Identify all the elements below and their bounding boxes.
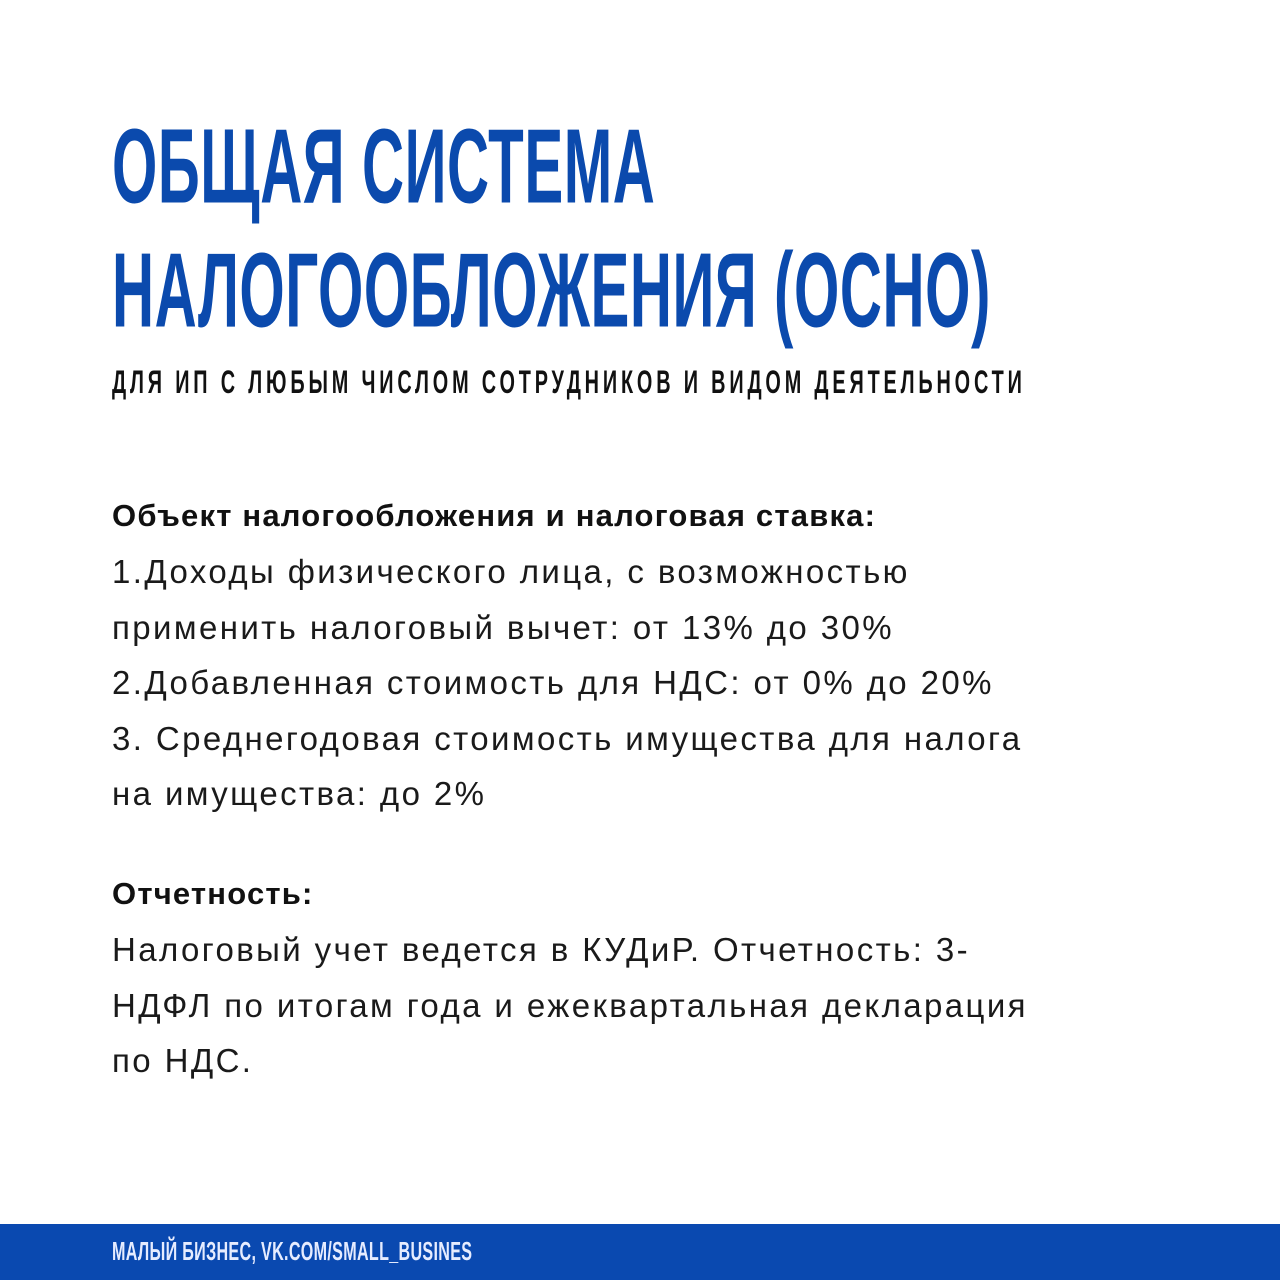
section-tax-object — [112, 488, 1022, 822]
section-line: НДФЛ по итогам года и ежеквартальная декларация — [112, 986, 1028, 1024]
section-line: применить налоговый вычет: от 13% до 30% — [112, 608, 895, 646]
section-reporting — [112, 866, 1028, 1089]
page-title-line-1: ОБЩАЯ СИСТЕМА — [112, 107, 656, 227]
section-line: Налоговый учет ведется в КУДиР. Отчетность: 3- — [112, 931, 970, 968]
section-heading: Отчетность: — [112, 876, 314, 911]
section-line: 2.Добавленная стоимость для НДС: от 0% до 20% — [112, 664, 994, 701]
page-title-line-2: НАЛОГООБЛОЖЕНИЯ (ОСНО) — [112, 231, 991, 351]
section-heading: Объект налогообложения и налоговая ставка: — [112, 498, 877, 533]
section-line: на имущества: до 2% — [112, 775, 487, 812]
section-line: 1.Доходы физического лица, с возможностью — [112, 553, 910, 590]
subtitle: ДЛЯ ИП С ЛЮБЫМ ЧИСЛОМ СОТРУДНИКОВ И ВИДОМ ДЕЯТЕЛЬНОСТИ — [112, 364, 1026, 400]
footer-bar — [0, 1224, 1280, 1280]
section-line: 3. Среднегодовая стоимость имущества для налога — [112, 719, 1023, 757]
section-line: по НДС. — [112, 1042, 254, 1079]
footer-credit: МАЛЫЙ БИЗНЕС, VK.COM/SMALL_BUSINES — [112, 1236, 473, 1266]
